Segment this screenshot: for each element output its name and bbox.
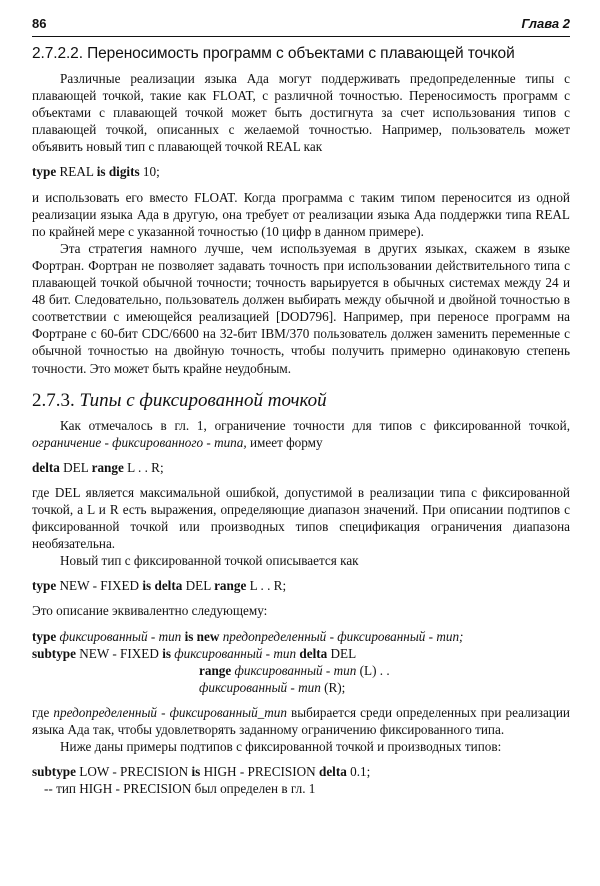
page-body: [32, 44, 570, 805]
code-block: [32, 459, 570, 476]
keyword: type: [32, 164, 57, 180]
text-run: Как отмечалось в гл. 1, ограничение точности для типов с фиксированной точкой,: [60, 417, 570, 433]
keyword: range: [199, 662, 232, 678]
text-run: где: [32, 704, 54, 720]
code-text: DEL: [182, 578, 215, 594]
code-line: [32, 679, 570, 696]
code-text: DEL: [59, 459, 92, 475]
keyword: type: [32, 628, 57, 644]
code-block: [32, 163, 570, 180]
emphasis: предопределенный - фиксированный_тип: [53, 704, 287, 720]
code-text: NEW - FIXED: [56, 578, 143, 594]
code-text: L . . R;: [246, 578, 287, 594]
keyword: is: [162, 645, 171, 661]
code-text: DEL: [327, 645, 357, 661]
emphasis: ограничение - фиксированного - типа,: [32, 434, 247, 450]
code-block: [32, 577, 570, 594]
paragraph: где DEL является максимальной ошибкой, допустимой в реализации типа с фиксированной точкой, а L и R есть выражения, определяющие диапазон значений. При описании подтипов с фиксированной точкой или производных типов спецификация ограничения диапазона необязательна.: [32, 484, 570, 552]
keyword: range: [91, 459, 124, 475]
paragraph: [32, 417, 570, 451]
paragraph: Новый тип с фиксированной точкой описывается как: [60, 553, 359, 569]
keyword: type: [32, 578, 57, 594]
code-block: [32, 763, 570, 797]
code-text: REAL: [56, 164, 97, 180]
code-italic: фиксированный - тип: [170, 645, 300, 661]
paragraph: Эта стратегия намного лучше, чем используемая в других языках, скажем в языке Фортран. Фортран не позволяет задавать точность при использовании действительного типа с плавающей точкой обычной точности; точность варьируется в обычных системах между 24 и 48 бит. Следовательно, пользователь должен выбирать между обычной и двойной точностью в соответствии с имеющейся реализацией [DOD796]. Например, при переносе программ на Фортране с 60-бит CDC/6600 на 32-бит IBM/370 пользователь должен заменить переменные с обычной точностью на двойную точность, чтобы получить примерно одинаковую степень точности. Это может быть крайне неудобным.: [32, 240, 570, 376]
code-line: [32, 662, 570, 679]
code-line: [32, 763, 570, 780]
text-run: имеет форму: [246, 434, 323, 450]
keyword: subtype: [32, 764, 76, 780]
keyword: delta: [32, 459, 60, 475]
code-text: 10;: [139, 164, 160, 180]
code-line: [32, 628, 570, 645]
keyword: is digits: [96, 164, 140, 180]
keyword: delta: [318, 764, 347, 780]
code-text: (R);: [320, 679, 346, 695]
paragraph: Это описание эквивалентно следующему:: [32, 603, 268, 619]
keyword: subtype: [32, 645, 76, 661]
paragraph: [32, 704, 570, 738]
code-italic: фиксированный - тип: [199, 679, 321, 695]
section-heading-2722: 2.7.2.2. Переносимость программ с объектами с плавающей точкой: [32, 45, 515, 62]
code-text: L . . R;: [123, 459, 164, 475]
keyword: is: [191, 764, 201, 780]
code-italic: фиксированный - тип: [56, 628, 185, 644]
section-heading-273: [32, 389, 570, 413]
code-line: [32, 645, 570, 662]
section-number: 2.7.3.: [32, 389, 75, 411]
keyword: range: [214, 578, 247, 594]
section-title: Типы с фиксированной точкой: [79, 389, 327, 411]
keyword: is new: [184, 628, 220, 644]
code-text: (L) . .: [356, 662, 390, 678]
code-text: NEW - FIXED: [75, 645, 163, 661]
paragraph: Ниже даны примеры подтипов с фиксированной точкой и производных типов:: [60, 739, 502, 755]
code-text: HIGH - PRECISION: [200, 764, 319, 780]
text-run: выбирается среди определенных при реализации языка Ада так, чтобы удовлетворять заданному ограничению фиксированного типа.: [32, 704, 570, 737]
keyword: delta: [299, 645, 328, 661]
code-text: LOW - PRECISION: [75, 764, 192, 780]
code-italic: предопределенный - фиксированный - тип;: [219, 628, 464, 644]
code-text: 0.1;: [346, 764, 371, 780]
code-italic: фиксированный - тип: [231, 662, 357, 678]
code-comment: -- тип HIGH - PRECISION был определен в гл. 1: [44, 781, 316, 797]
chapter-label: Глава 2: [521, 16, 570, 31]
paragraph: и использовать его вместо FLOAT. Когда программа с таким типом переносится из одной реализации языка Ада в другую, она требует от реализации языка Ада поддержки типа REAL по крайней мере с указанной точностью (10 цифр в данном примере).: [32, 189, 570, 239]
code-block: [32, 628, 570, 696]
paragraph: Различные реализации языка Ада могут поддерживать предопределенные типы с плавающей точкой, такие как FLOAT, с различной точностью. Переносимость программ с объектами с плавающей точкой может быть достигнута за счет использования типов с плавающей точкой, описанных с желаемой точностью. Например, пользователь может объявить новый тип с плавающей точкой REAL как: [32, 71, 570, 155]
keyword: is delta: [142, 578, 183, 594]
running-header: [32, 14, 570, 37]
page-number: 86: [32, 16, 47, 31]
